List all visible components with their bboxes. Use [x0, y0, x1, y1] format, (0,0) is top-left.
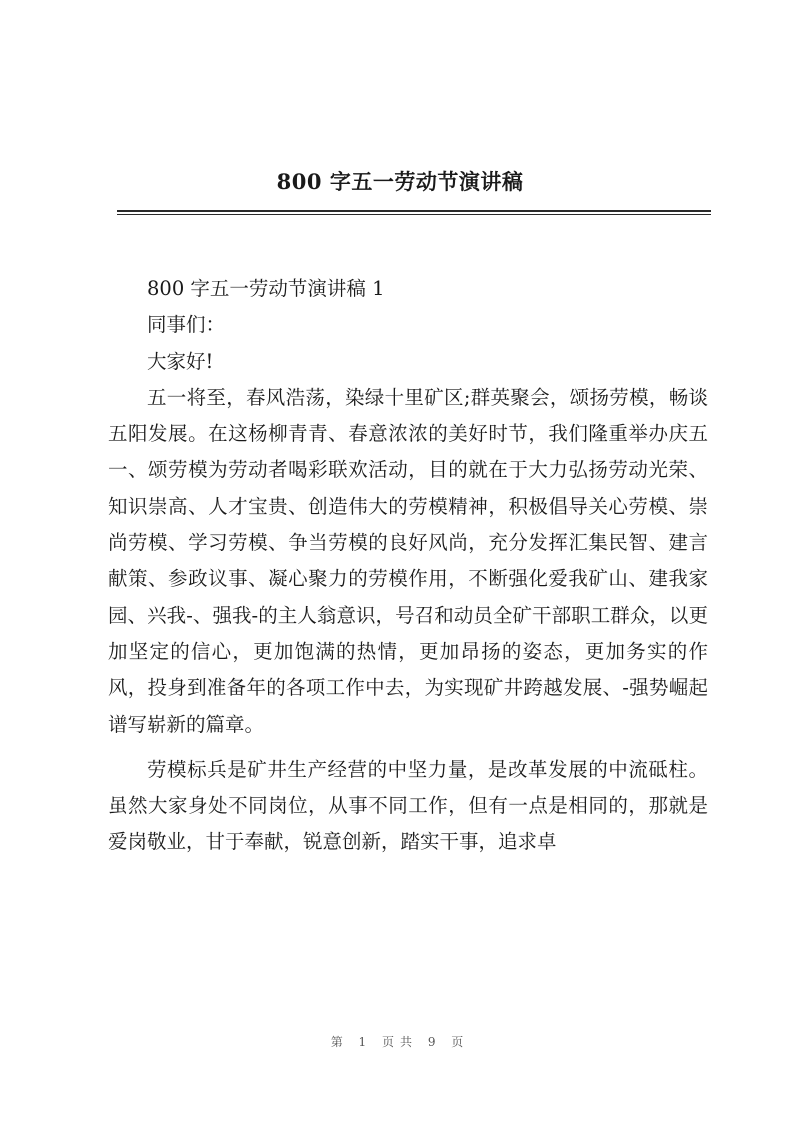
greeting: 大家好!: [147, 349, 214, 373]
page-number: 第 1 页共 9 页: [330, 1035, 470, 1049]
paragraph: 五一将至，春风浩荡，染绿十里矿区;群英聚会，颂扬劳模，畅谈五阳发展。在这杨柳青青、春意浓浓的美好时节，我们隆重举办庆五一、颂劳模为劳动者喝彩联欢活动，目的就在于大力弘扬劳动光荣、知识崇高、人才宝贵、创造伟大的劳模精神，积极倡导关心劳模、崇尚劳模、学习劳模、争当劳模的良好风尚，充分发挥汇集民智、建言献策、参政议事、凝心聚力的劳模作用，不断强化爱我矿山、建我家园、兴我-、强我-的主人翁意识，号召和动员全矿干部职工群众，以更加坚定的信心，更加饱满的热情，更加昂扬的姿态，更加务实的作风，投身到准备年的各项工作中去，为实现矿井跨越发展、-强势崛起谱写崭新的篇章。: [108, 385, 708, 736]
header-divider-thin: [117, 214, 711, 215]
paragraph: 劳模标兵是矿井生产经营的中坚力量，是改革发展的中流砥柱。虽然大家身处不同岗位，从事不同工作，但有一点是相同的，那就是爱岗敬业，甘于奉献，锐意创新，踏实干事，追求卓: [108, 757, 708, 854]
salutation: 同事们：: [147, 313, 226, 337]
header-divider: [117, 210, 711, 212]
section-heading: 800 字五一劳动节演讲稿 1: [147, 277, 385, 300]
page-title: 800 字五一劳动节演讲稿: [276, 169, 524, 194]
document-body: [108, 271, 708, 861]
